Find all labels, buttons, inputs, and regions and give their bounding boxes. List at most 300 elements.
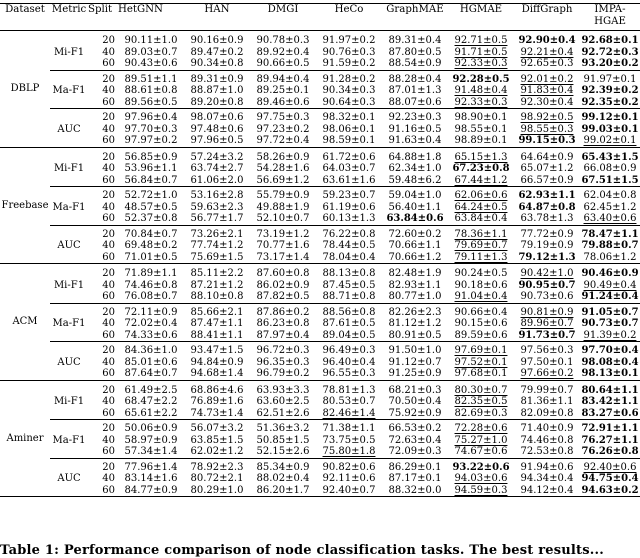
result-cell: 70.50±0.4 bbox=[388, 396, 442, 407]
split-value: 60 bbox=[102, 174, 115, 186]
result-cell: 71.38±1.1 bbox=[322, 423, 376, 434]
result-cell: 52.10±0.7 bbox=[256, 213, 310, 224]
result-cell: 99.02±0.1 bbox=[583, 135, 637, 146]
split-value: 20 bbox=[102, 228, 115, 240]
metric-name: Ma-F1 bbox=[52, 85, 86, 96]
table-row bbox=[0, 229, 640, 241]
result-cell: 57.34±1.4 bbox=[124, 446, 178, 457]
result-cell: 59.04±1.0 bbox=[388, 190, 442, 201]
result-cell: 90.82±0.6 bbox=[322, 461, 376, 473]
metric-name: Ma-F1 bbox=[52, 318, 86, 329]
result-cell: 76.08±0.7 bbox=[124, 291, 178, 302]
result-cell: 98.55±0.1 bbox=[454, 123, 508, 135]
metric-name: Mi-F1 bbox=[53, 46, 85, 58]
metric-name: AUC bbox=[57, 240, 81, 251]
result-cell: 71.89±1.1 bbox=[124, 268, 178, 279]
table-row bbox=[0, 240, 640, 252]
metric-name: Mi-F1 bbox=[53, 396, 85, 407]
result-cell: 81.12±1.2 bbox=[388, 318, 442, 329]
result-cell: 98.59±0.1 bbox=[322, 135, 376, 146]
result-cell: 59.63±2.3 bbox=[190, 201, 244, 213]
result-cell: 96.40±0.4 bbox=[322, 356, 376, 368]
result-cell: 92.23±0.3 bbox=[388, 112, 442, 123]
table-caption: Table 1: Performance comparison of node classification tasks. The best results... bbox=[0, 543, 604, 558]
result-cell: 58.26±0.9 bbox=[256, 151, 310, 163]
result-cell: 87.01±1.3 bbox=[388, 85, 442, 96]
result-cell: 70.84±0.7 bbox=[124, 228, 178, 240]
result-cell: 92.40±0.7 bbox=[322, 484, 376, 496]
split-value: 40 bbox=[102, 240, 115, 251]
result-cell: 90.11±1.0 bbox=[124, 35, 178, 46]
result-cell: 82.69±0.3 bbox=[454, 407, 508, 419]
result-cell: 62.34±1.0 bbox=[388, 163, 442, 174]
result-cell: 64.24±0.5 bbox=[454, 201, 508, 213]
result-cell: 89.96±0.7 bbox=[520, 318, 574, 329]
result-cell: 75.69±1.5 bbox=[190, 251, 244, 263]
table-row bbox=[0, 112, 640, 124]
result-cell: 91.39±0.2 bbox=[583, 329, 637, 341]
split-value: 40 bbox=[102, 85, 115, 96]
result-cell: 56.69±1.2 bbox=[256, 174, 310, 186]
result-cell: 64.88±1.8 bbox=[388, 151, 442, 163]
result-cell: 56.77±1.7 bbox=[190, 213, 244, 224]
result-cell: 65.07±1.2 bbox=[520, 163, 574, 174]
table-row bbox=[0, 345, 640, 357]
table-row bbox=[0, 74, 640, 86]
result-cell: 85.01±0.6 bbox=[124, 356, 178, 368]
result-cell: 79.11±1.3 bbox=[454, 251, 508, 263]
result-cell: 90.95±0.7 bbox=[518, 279, 576, 291]
result-cell: 52.37±0.8 bbox=[124, 213, 178, 224]
header-row bbox=[0, 4, 640, 31]
table-row bbox=[0, 408, 640, 420]
result-cell: 80.72±2.1 bbox=[190, 473, 244, 484]
split-value: 20 bbox=[102, 73, 115, 85]
result-cell: 90.66±0.4 bbox=[454, 306, 508, 318]
result-cell: 91.28±0.2 bbox=[322, 73, 376, 85]
result-cell: 83.27±0.6 bbox=[581, 407, 639, 419]
result-cell: 64.64±0.9 bbox=[520, 151, 574, 163]
result-cell: 88.41±1.1 bbox=[190, 329, 244, 341]
result-cell: 76.22±0.8 bbox=[322, 228, 376, 240]
result-cell: 78.04±0.4 bbox=[322, 251, 376, 263]
table-row bbox=[0, 423, 640, 435]
result-cell: 67.23±0.8 bbox=[452, 163, 510, 174]
result-cell: 80.77±1.0 bbox=[388, 291, 442, 302]
result-cell: 90.46±0.9 bbox=[581, 268, 639, 279]
split-value: 40 bbox=[102, 279, 115, 291]
result-cell: 61.49±2.5 bbox=[124, 384, 178, 396]
result-cell: 56.84±0.7 bbox=[124, 174, 178, 186]
split-value: 60 bbox=[102, 291, 115, 302]
result-cell: 89.92±0.4 bbox=[256, 46, 310, 58]
result-cell: 90.66±0.5 bbox=[256, 58, 310, 69]
result-cell: 89.31±0.9 bbox=[190, 73, 244, 85]
result-cell: 50.06±0.9 bbox=[124, 423, 178, 434]
result-cell: 72.53±0.8 bbox=[520, 446, 574, 457]
result-cell: 64.03±0.7 bbox=[322, 163, 376, 174]
dataset-block bbox=[0, 147, 640, 264]
result-cell: 89.04±0.5 bbox=[322, 329, 376, 341]
result-cell: 86.20±1.7 bbox=[256, 484, 310, 496]
result-cell: 88.54±0.9 bbox=[388, 58, 442, 69]
result-cell: 96.72±0.3 bbox=[256, 345, 310, 356]
result-cell: 92.33±0.3 bbox=[454, 96, 508, 108]
result-cell: 94.63±0.2 bbox=[581, 484, 639, 496]
result-cell: 87.45±0.5 bbox=[322, 279, 376, 291]
split-value: 20 bbox=[102, 306, 115, 318]
table-row bbox=[0, 357, 640, 369]
split-value: 60 bbox=[102, 368, 115, 379]
result-cell: 63.78±1.3 bbox=[520, 213, 574, 224]
result-cell: 92.72±0.3 bbox=[581, 46, 639, 58]
result-cell: 60.13±1.3 bbox=[322, 213, 376, 224]
result-cell: 62.02±1.2 bbox=[190, 446, 244, 457]
result-cell: 88.32±0.0 bbox=[388, 484, 442, 496]
result-cell: 66.53±0.2 bbox=[388, 423, 442, 434]
table-row bbox=[0, 35, 640, 47]
result-cell: 92.01±0.2 bbox=[520, 73, 574, 85]
split-value: 40 bbox=[102, 163, 115, 174]
header-cell: IMPA- HGAE bbox=[594, 4, 626, 27]
result-cell: 63.61±1.6 bbox=[322, 174, 376, 186]
table-row bbox=[0, 85, 640, 97]
result-cell: 87.61±0.5 bbox=[322, 318, 376, 329]
split-value: 40 bbox=[102, 473, 115, 484]
result-cell: 99.15±0.3 bbox=[518, 135, 576, 146]
result-cell: 65.61±2.2 bbox=[124, 407, 178, 419]
result-cell: 89.59±0.6 bbox=[454, 329, 508, 341]
dataset-name: DBLP bbox=[10, 83, 40, 94]
result-cell: 51.36±3.2 bbox=[256, 423, 310, 434]
header-cell: DiffGraph bbox=[521, 4, 573, 15]
result-cell: 88.71±0.8 bbox=[322, 291, 376, 302]
result-cell: 92.28±0.5 bbox=[452, 73, 510, 85]
table-row bbox=[0, 252, 640, 264]
result-cell: 92.33±0.3 bbox=[454, 58, 508, 69]
result-cell: 90.73±0.7 bbox=[581, 318, 639, 329]
result-cell: 73.17±1.4 bbox=[256, 251, 310, 263]
result-cell: 87.60±0.8 bbox=[256, 268, 310, 279]
result-cell: 91.25±0.9 bbox=[388, 368, 442, 379]
result-cell: 90.76±0.3 bbox=[322, 46, 376, 58]
result-cell: 97.70±0.4 bbox=[581, 345, 639, 356]
result-cell: 86.23±0.8 bbox=[256, 318, 310, 329]
result-cell: 65.15±1.3 bbox=[454, 151, 508, 163]
split-value: 20 bbox=[102, 112, 115, 123]
result-cell: 87.97±0.4 bbox=[256, 329, 310, 341]
header-cell: HGMAE bbox=[459, 4, 503, 15]
dataset-block bbox=[0, 31, 640, 148]
result-cell: 78.06±1.2 bbox=[583, 251, 637, 263]
result-cell: 96.79±0.2 bbox=[256, 368, 310, 379]
result-cell: 76.27±1.1 bbox=[581, 434, 639, 446]
result-cell: 62.51±2.6 bbox=[256, 407, 310, 419]
result-cell: 70.66±1.2 bbox=[388, 251, 442, 263]
result-cell: 90.42±1.0 bbox=[520, 268, 574, 279]
result-cell: 89.94±0.4 bbox=[256, 73, 310, 85]
result-cell: 98.55±0.3 bbox=[520, 123, 574, 135]
split-value: 60 bbox=[102, 58, 115, 69]
split-value: 20 bbox=[102, 35, 115, 46]
result-cell: 64.87±0.8 bbox=[518, 201, 576, 213]
table-row bbox=[0, 435, 640, 447]
result-cell: 83.42±1.1 bbox=[581, 396, 639, 407]
table-row bbox=[0, 330, 640, 342]
result-cell: 90.16±0.9 bbox=[190, 35, 244, 46]
result-cell: 87.17±0.1 bbox=[388, 473, 442, 484]
split-value: 40 bbox=[102, 201, 115, 213]
result-cell: 50.85±1.5 bbox=[256, 434, 310, 446]
split-value: 60 bbox=[102, 213, 115, 224]
result-cell: 84.36±1.0 bbox=[124, 345, 178, 356]
result-cell: 75.27±1.0 bbox=[454, 434, 508, 446]
result-cell: 78.36±1.1 bbox=[454, 228, 508, 240]
result-cell: 97.96±0.5 bbox=[190, 135, 244, 146]
result-cell: 52.15±2.6 bbox=[256, 446, 310, 457]
result-cell: 63.84±0.6 bbox=[386, 213, 444, 224]
header-cell: HeCo bbox=[334, 4, 364, 15]
split-value: 40 bbox=[102, 46, 115, 58]
result-cell: 72.91±1.1 bbox=[581, 423, 639, 434]
metric-name: AUC bbox=[57, 473, 81, 484]
result-cell: 91.05±0.7 bbox=[581, 306, 639, 318]
result-cell: 72.60±0.2 bbox=[388, 228, 442, 240]
metric-name: Mi-F1 bbox=[53, 163, 85, 174]
result-cell: 74.67±0.6 bbox=[454, 446, 508, 457]
split-value: 60 bbox=[102, 446, 115, 457]
table-row bbox=[0, 485, 640, 497]
split-value: 40 bbox=[102, 396, 115, 407]
results-table bbox=[0, 3, 640, 497]
result-cell: 87.64±0.7 bbox=[124, 368, 178, 379]
result-cell: 66.08±0.9 bbox=[583, 163, 637, 174]
result-cell: 96.49±0.3 bbox=[322, 345, 376, 356]
result-cell: 82.26±2.3 bbox=[388, 306, 442, 318]
result-cell: 78.81±1.3 bbox=[322, 384, 376, 396]
table-row bbox=[0, 368, 640, 380]
result-cell: 98.13±0.1 bbox=[581, 368, 639, 379]
result-cell: 93.20±0.2 bbox=[581, 58, 639, 69]
result-cell: 92.30±0.4 bbox=[520, 96, 574, 108]
result-cell: 72.28±0.6 bbox=[454, 423, 508, 434]
result-cell: 98.06±0.1 bbox=[322, 123, 376, 135]
result-cell: 78.47±1.1 bbox=[581, 228, 639, 240]
result-cell: 89.51±1.1 bbox=[124, 73, 178, 85]
result-cell: 77.96±1.4 bbox=[124, 461, 178, 473]
result-cell: 88.61±0.8 bbox=[124, 85, 178, 96]
result-cell: 98.08±0.4 bbox=[581, 356, 639, 368]
result-cell: 94.59±0.3 bbox=[454, 484, 508, 496]
result-cell: 72.63±0.4 bbox=[388, 434, 442, 446]
header-cell: Metric bbox=[51, 4, 87, 15]
result-cell: 72.09±0.3 bbox=[388, 446, 442, 457]
result-cell: 73.75±0.5 bbox=[322, 434, 376, 446]
split-value: 60 bbox=[102, 96, 115, 108]
table-row bbox=[0, 190, 640, 202]
result-cell: 88.87±1.0 bbox=[190, 85, 244, 96]
result-cell: 90.81±0.9 bbox=[520, 306, 574, 318]
result-cell: 80.30±0.7 bbox=[454, 384, 508, 396]
result-cell: 77.72±0.9 bbox=[520, 228, 574, 240]
result-cell: 91.04±0.4 bbox=[454, 291, 508, 302]
split-value: 20 bbox=[102, 461, 115, 473]
header-cell: Split bbox=[88, 4, 113, 15]
dataset-block bbox=[0, 380, 640, 497]
table-row bbox=[0, 280, 640, 292]
result-cell: 52.72±1.0 bbox=[124, 190, 178, 201]
result-cell: 98.89±0.1 bbox=[454, 135, 508, 146]
result-cell: 91.71±0.5 bbox=[454, 46, 508, 58]
table-row bbox=[0, 213, 640, 225]
header-cell: GraphMAE bbox=[386, 4, 444, 15]
split-value: 20 bbox=[102, 151, 115, 163]
result-cell: 87.21±1.2 bbox=[190, 279, 244, 291]
result-cell: 79.12±1.3 bbox=[518, 251, 576, 263]
result-cell: 80.64±1.1 bbox=[581, 384, 639, 396]
result-cell: 91.12±0.7 bbox=[388, 356, 442, 368]
split-value: 20 bbox=[102, 190, 115, 201]
result-cell: 76.26±0.8 bbox=[581, 446, 639, 457]
result-cell: 96.55±0.3 bbox=[322, 368, 376, 379]
result-cell: 97.69±0.1 bbox=[454, 345, 508, 356]
result-cell: 56.07±3.2 bbox=[190, 423, 244, 434]
result-cell: 81.36±1.1 bbox=[520, 396, 574, 407]
result-cell: 82.48±1.9 bbox=[388, 268, 442, 279]
table-row bbox=[0, 291, 640, 303]
result-cell: 73.26±2.1 bbox=[190, 228, 244, 240]
result-cell: 66.57±0.9 bbox=[520, 174, 574, 186]
result-cell: 86.29±0.1 bbox=[388, 461, 442, 473]
result-cell: 92.40±0.6 bbox=[583, 461, 637, 473]
result-cell: 90.34±0.8 bbox=[190, 58, 244, 69]
dataset-name: Freebase bbox=[1, 199, 49, 211]
result-cell: 97.75±0.3 bbox=[256, 112, 310, 123]
result-cell: 88.07±0.6 bbox=[388, 96, 442, 108]
result-cell: 59.23±0.7 bbox=[322, 190, 376, 201]
result-cell: 88.56±0.8 bbox=[322, 306, 376, 318]
result-cell: 89.20±0.8 bbox=[190, 96, 244, 108]
result-cell: 96.35±0.3 bbox=[256, 356, 310, 368]
result-cell: 85.11±2.2 bbox=[190, 268, 244, 279]
table-row bbox=[0, 58, 640, 70]
result-cell: 74.46±0.8 bbox=[520, 434, 574, 446]
split-value: 40 bbox=[102, 434, 115, 446]
split-value: 60 bbox=[102, 251, 115, 263]
result-cell: 94.84±0.9 bbox=[190, 356, 244, 368]
result-cell: 97.50±0.1 bbox=[520, 356, 574, 368]
result-cell: 63.40±0.6 bbox=[583, 213, 637, 224]
metric-name: Mi-F1 bbox=[53, 279, 85, 291]
result-cell: 78.92±2.3 bbox=[190, 461, 244, 473]
split-value: 40 bbox=[102, 123, 115, 135]
result-cell: 67.44±1.2 bbox=[454, 174, 508, 186]
result-cell: 70.66±1.1 bbox=[388, 240, 442, 251]
result-cell: 61.19±0.6 bbox=[322, 201, 376, 213]
result-cell: 79.19±0.9 bbox=[520, 240, 574, 251]
result-cell: 61.06±2.0 bbox=[190, 174, 244, 186]
result-cell: 58.97±0.9 bbox=[124, 434, 178, 446]
result-cell: 99.12±0.1 bbox=[581, 112, 639, 123]
result-cell: 90.15±0.6 bbox=[454, 318, 508, 329]
result-cell: 88.13±0.8 bbox=[322, 268, 376, 279]
result-cell: 97.72±0.4 bbox=[256, 135, 310, 146]
result-cell: 74.46±0.8 bbox=[124, 279, 178, 291]
dataset-name: Aminer bbox=[6, 432, 44, 444]
result-cell: 63.60±2.5 bbox=[256, 396, 310, 407]
result-cell: 67.51±1.5 bbox=[581, 174, 639, 186]
dataset-block bbox=[0, 264, 640, 381]
result-cell: 97.23±0.2 bbox=[256, 123, 310, 135]
result-cell: 89.31±0.4 bbox=[388, 35, 442, 46]
result-cell: 87.80±0.5 bbox=[388, 46, 442, 58]
result-cell: 62.06±0.6 bbox=[454, 190, 508, 201]
table-row bbox=[0, 268, 640, 280]
result-cell: 94.75±0.4 bbox=[581, 473, 639, 484]
table-row bbox=[0, 124, 640, 136]
result-cell: 86.02±0.9 bbox=[256, 279, 310, 291]
result-cell: 88.02±0.4 bbox=[256, 473, 310, 484]
result-cell: 72.02±0.4 bbox=[124, 318, 178, 329]
result-cell: 97.66±0.2 bbox=[520, 368, 574, 379]
result-cell: 89.25±0.1 bbox=[256, 85, 310, 96]
result-cell: 68.21±0.3 bbox=[388, 384, 442, 396]
result-cell: 53.96±1.1 bbox=[124, 163, 178, 174]
result-cell: 75.80±1.8 bbox=[322, 446, 376, 457]
result-cell: 90.24±0.5 bbox=[454, 268, 508, 279]
result-cell: 84.77±0.9 bbox=[124, 484, 178, 496]
result-cell: 94.68±1.4 bbox=[190, 368, 244, 379]
table-row bbox=[0, 446, 640, 458]
result-cell: 90.43±0.6 bbox=[124, 58, 178, 69]
result-cell: 63.74±2.7 bbox=[190, 163, 244, 174]
result-cell: 63.84±0.4 bbox=[454, 213, 508, 224]
result-cell: 80.29±1.0 bbox=[190, 484, 244, 496]
split-value: 20 bbox=[102, 384, 115, 396]
result-cell: 69.48±0.2 bbox=[124, 240, 178, 251]
result-cell: 91.48±0.4 bbox=[454, 85, 508, 96]
result-cell: 97.48±0.6 bbox=[190, 123, 244, 135]
result-cell: 71.40±0.9 bbox=[520, 423, 574, 434]
result-cell: 79.88±0.7 bbox=[581, 240, 639, 251]
result-cell: 88.10±0.8 bbox=[190, 291, 244, 302]
split-value: 20 bbox=[102, 423, 115, 434]
metric-name: Ma-F1 bbox=[52, 434, 86, 446]
metric-name: AUC bbox=[57, 356, 81, 368]
result-cell: 79.99±0.7 bbox=[520, 384, 574, 396]
table-row bbox=[0, 163, 640, 175]
result-cell: 90.73±0.6 bbox=[520, 291, 574, 302]
result-cell: 99.03±0.1 bbox=[581, 123, 639, 135]
table-row bbox=[0, 396, 640, 408]
result-cell: 91.83±0.4 bbox=[520, 85, 574, 96]
metric-name: Ma-F1 bbox=[52, 201, 86, 213]
result-cell: 82.46±1.4 bbox=[322, 407, 376, 419]
result-cell: 98.07±0.6 bbox=[190, 112, 244, 123]
table-row bbox=[0, 97, 640, 109]
split-value: 60 bbox=[102, 407, 115, 419]
result-cell: 90.64±0.3 bbox=[322, 96, 376, 108]
result-cell: 55.79±0.9 bbox=[256, 190, 310, 201]
result-cell: 80.91±0.5 bbox=[388, 329, 442, 341]
result-cell: 85.34±0.9 bbox=[256, 461, 310, 473]
result-cell: 91.94±0.6 bbox=[520, 461, 574, 473]
result-cell: 92.90±0.4 bbox=[518, 35, 576, 46]
result-cell: 62.93±1.1 bbox=[518, 190, 576, 201]
result-cell: 97.56±0.3 bbox=[520, 345, 574, 356]
table-row bbox=[0, 307, 640, 319]
split-value: 60 bbox=[102, 329, 115, 341]
